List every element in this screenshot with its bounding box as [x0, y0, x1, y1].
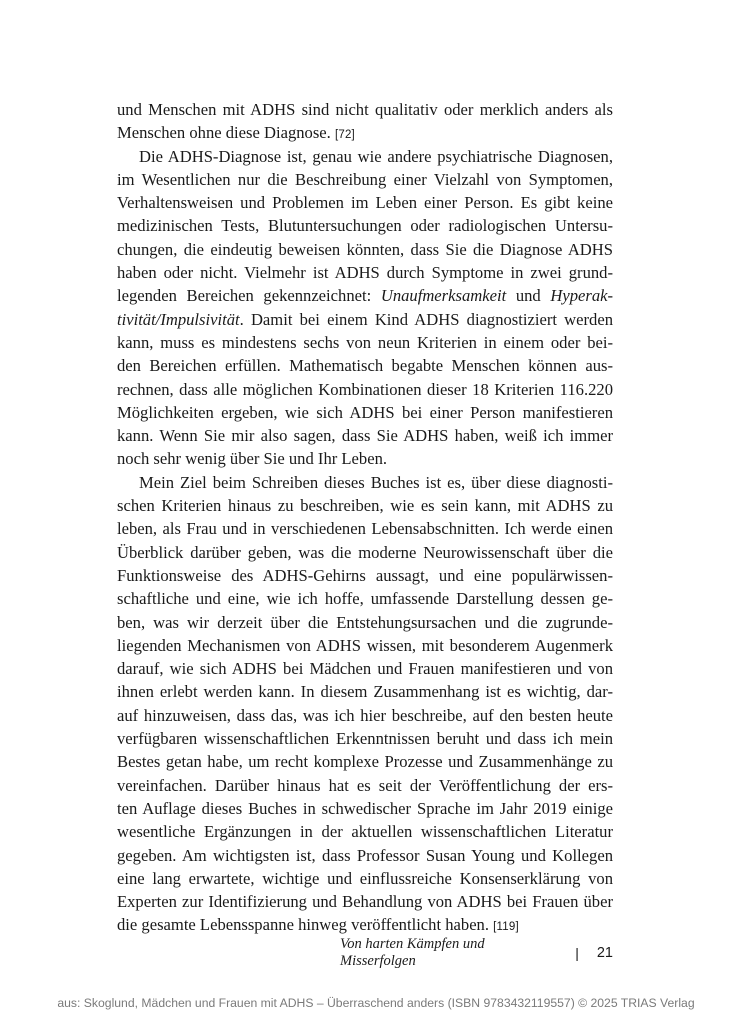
text-run: Mein Ziel beim Schreiben dieses Buches ist es, über diese diagnosti-	[139, 472, 613, 492]
paragraph	[117, 145, 613, 471]
text-line	[117, 867, 613, 890]
text-run: Die ADHS-Diagnose ist, genau wie andere psychiatrische Diagnosen,	[139, 146, 613, 166]
text-line	[117, 657, 613, 680]
text-line	[117, 331, 613, 354]
text-run: schen Kriterien hinaus zu beschreiben, wie es sein kann, mit ADHS zu	[117, 496, 613, 516]
text-run: kann, muss es mindestens sechs von neun Kriterien in einem oder bei-	[117, 332, 613, 352]
citation-ref: [72]	[334, 129, 355, 142]
text-run: Bestes getan habe, um recht komplexe Prozesse und Zusammenhänge zu	[117, 752, 613, 772]
text-run: ihnen erlebt werden kann. In diesem Zusammenhang ist es wichtig, dar-	[117, 682, 613, 702]
text-line	[117, 750, 613, 773]
text-line	[117, 774, 613, 797]
text-run: Verhaltensweisen und Problemen im Leben einer Person. Es gibt keine	[117, 193, 613, 213]
text-line	[117, 634, 613, 657]
paragraph	[117, 471, 613, 937]
text-line	[117, 541, 613, 564]
text-run: medizinischen Tests, Blutuntersuchungen oder radiologischen Untersu-	[117, 216, 613, 236]
text-line	[117, 191, 613, 214]
text-line	[117, 704, 613, 727]
text-run: und Menschen mit ADHS sind nicht qualitativ oder merklich anders als	[117, 100, 613, 119]
citation-ref: [119]	[493, 921, 519, 934]
text-line	[117, 564, 613, 587]
text-run: Experten zur Identifizierung und Behandlung von ADHS bei Frauen über	[117, 892, 613, 912]
text-run: verfügbaren wissenschaftlichen Erkenntnissen beruht und dass ich mein	[117, 729, 613, 749]
text-line	[117, 517, 613, 540]
text-line	[117, 424, 613, 447]
text-run: Überblick darüber geben, was die moderne Neurowissenschaft über die	[117, 542, 613, 562]
text-line	[117, 121, 613, 144]
text-line	[117, 471, 613, 494]
text-line	[117, 214, 613, 237]
page-number: 21	[596, 945, 613, 961]
text-line	[117, 168, 613, 191]
text-run: kann. Wenn Sie mir also sagen, dass Sie ADHS haben, weiß ich immer	[117, 426, 613, 446]
text-line	[117, 890, 613, 913]
text-line	[117, 378, 613, 401]
text-run: legenden Bereichen gekennzeichnet:	[117, 286, 381, 306]
text-run: im Wesentlichen nur die Beschreibung einer Vielzahl von Symptomen,	[117, 169, 613, 189]
text-run: ten Auflage dieses Buches in schwedischer Sprache im Jahr 2019 einige	[117, 798, 613, 818]
text-line	[117, 797, 613, 820]
source-note: aus: Skoglund, Mädchen und Frauen mit ADHS – Überraschend anders (ISBN 9783432119557) © 2025 TRIAS Verlag	[57, 996, 695, 1010]
text-line	[117, 820, 613, 843]
text-line	[117, 447, 613, 470]
text-run: haben oder nicht. Vielmehr ist ADHS durch Symptome in zwei grund-	[117, 263, 613, 283]
text-run: ben, was wir derzeit über die Entstehungsursachen und die zugrunde-	[117, 612, 613, 632]
text-run: vereinfachen. Darüber hinaus hat es seit der Veröffentlichung der ers-	[117, 775, 613, 795]
text-run: Menschen ohne diese Diagnose.	[117, 123, 335, 143]
text-run: rechnen, dass alle möglichen Kombinationen dieser 18 Kriterien 116.220	[117, 379, 613, 399]
text-run: darauf, wie sich ADHS bei Mädchen und Frauen manifestieren und von	[117, 659, 613, 679]
text-line	[117, 587, 613, 610]
text-line	[117, 844, 613, 867]
text-run: liegenden Mechanismen von ADHS wissen, mit besonderem Augenmerk	[117, 635, 613, 655]
text-run: wesentliche Ergänzungen in der aktuellen wissenschaftlichen Literatur	[117, 822, 613, 842]
running-footer	[340, 936, 613, 969]
text-line	[117, 145, 613, 168]
body-text	[117, 98, 613, 937]
emphasis-text: Unaufmerksamkeit	[380, 286, 507, 306]
text-line	[117, 680, 613, 703]
text-run: den Bereichen erfüllen. Mathematisch begabte Menschen können aus-	[117, 356, 613, 376]
emphasis-text: Hyperak-	[550, 286, 614, 306]
text-run: noch sehr wenig über Sie und Ihr Leben.	[117, 449, 388, 469]
text-run: leben, als Frau und in verschiedenen Lebensabschnitten. Ich werde einen	[117, 519, 613, 539]
text-run: chungen, die eindeutig beweisen könnten, dass Sie die Diagnose ADHS	[117, 239, 613, 259]
text-line	[117, 284, 613, 307]
text-run: Möglichkeiten ergeben, wie sich ADHS bei einer Person manifestieren	[117, 402, 613, 422]
text-run: auf hinzuweisen, dass das, was ich hier beschreibe, auf den besten heute	[117, 705, 613, 725]
paragraph	[117, 98, 613, 145]
text-line	[117, 611, 613, 634]
text-run: . Damit bei einem Kind ADHS diagnostiziert werden	[239, 309, 613, 329]
text-run: eine lang erwartete, wichtige und einflussreiche Konsenserklärung von	[117, 868, 613, 888]
text-line	[117, 913, 613, 936]
text-line	[117, 727, 613, 750]
running-title: Von harten Kämpfen und Misserfolgen	[340, 936, 485, 969]
text-line	[117, 261, 613, 284]
text-run: und	[506, 286, 551, 306]
emphasis-text: tivität/Impulsivität	[117, 309, 240, 329]
text-line	[117, 308, 613, 331]
text-line	[117, 354, 613, 377]
text-line	[117, 494, 613, 517]
text-run: schaftliche und eine, wie ich hoffe, umfassende Darstellung dessen ge-	[117, 589, 613, 609]
text-run: Funktionsweise des ADHS-Gehirns aussagt, und eine populärwissen-	[117, 565, 613, 585]
text-run: die gesamte Lebensspanne hinweg veröffentlicht haben.	[117, 915, 494, 935]
text-line	[117, 401, 613, 424]
footer-separator: |	[575, 945, 579, 961]
text-run: gegeben. Am wichtigsten ist, dass Professor Susan Young und Kollegen	[117, 845, 613, 865]
text-line	[117, 238, 613, 261]
text-line	[117, 98, 613, 121]
